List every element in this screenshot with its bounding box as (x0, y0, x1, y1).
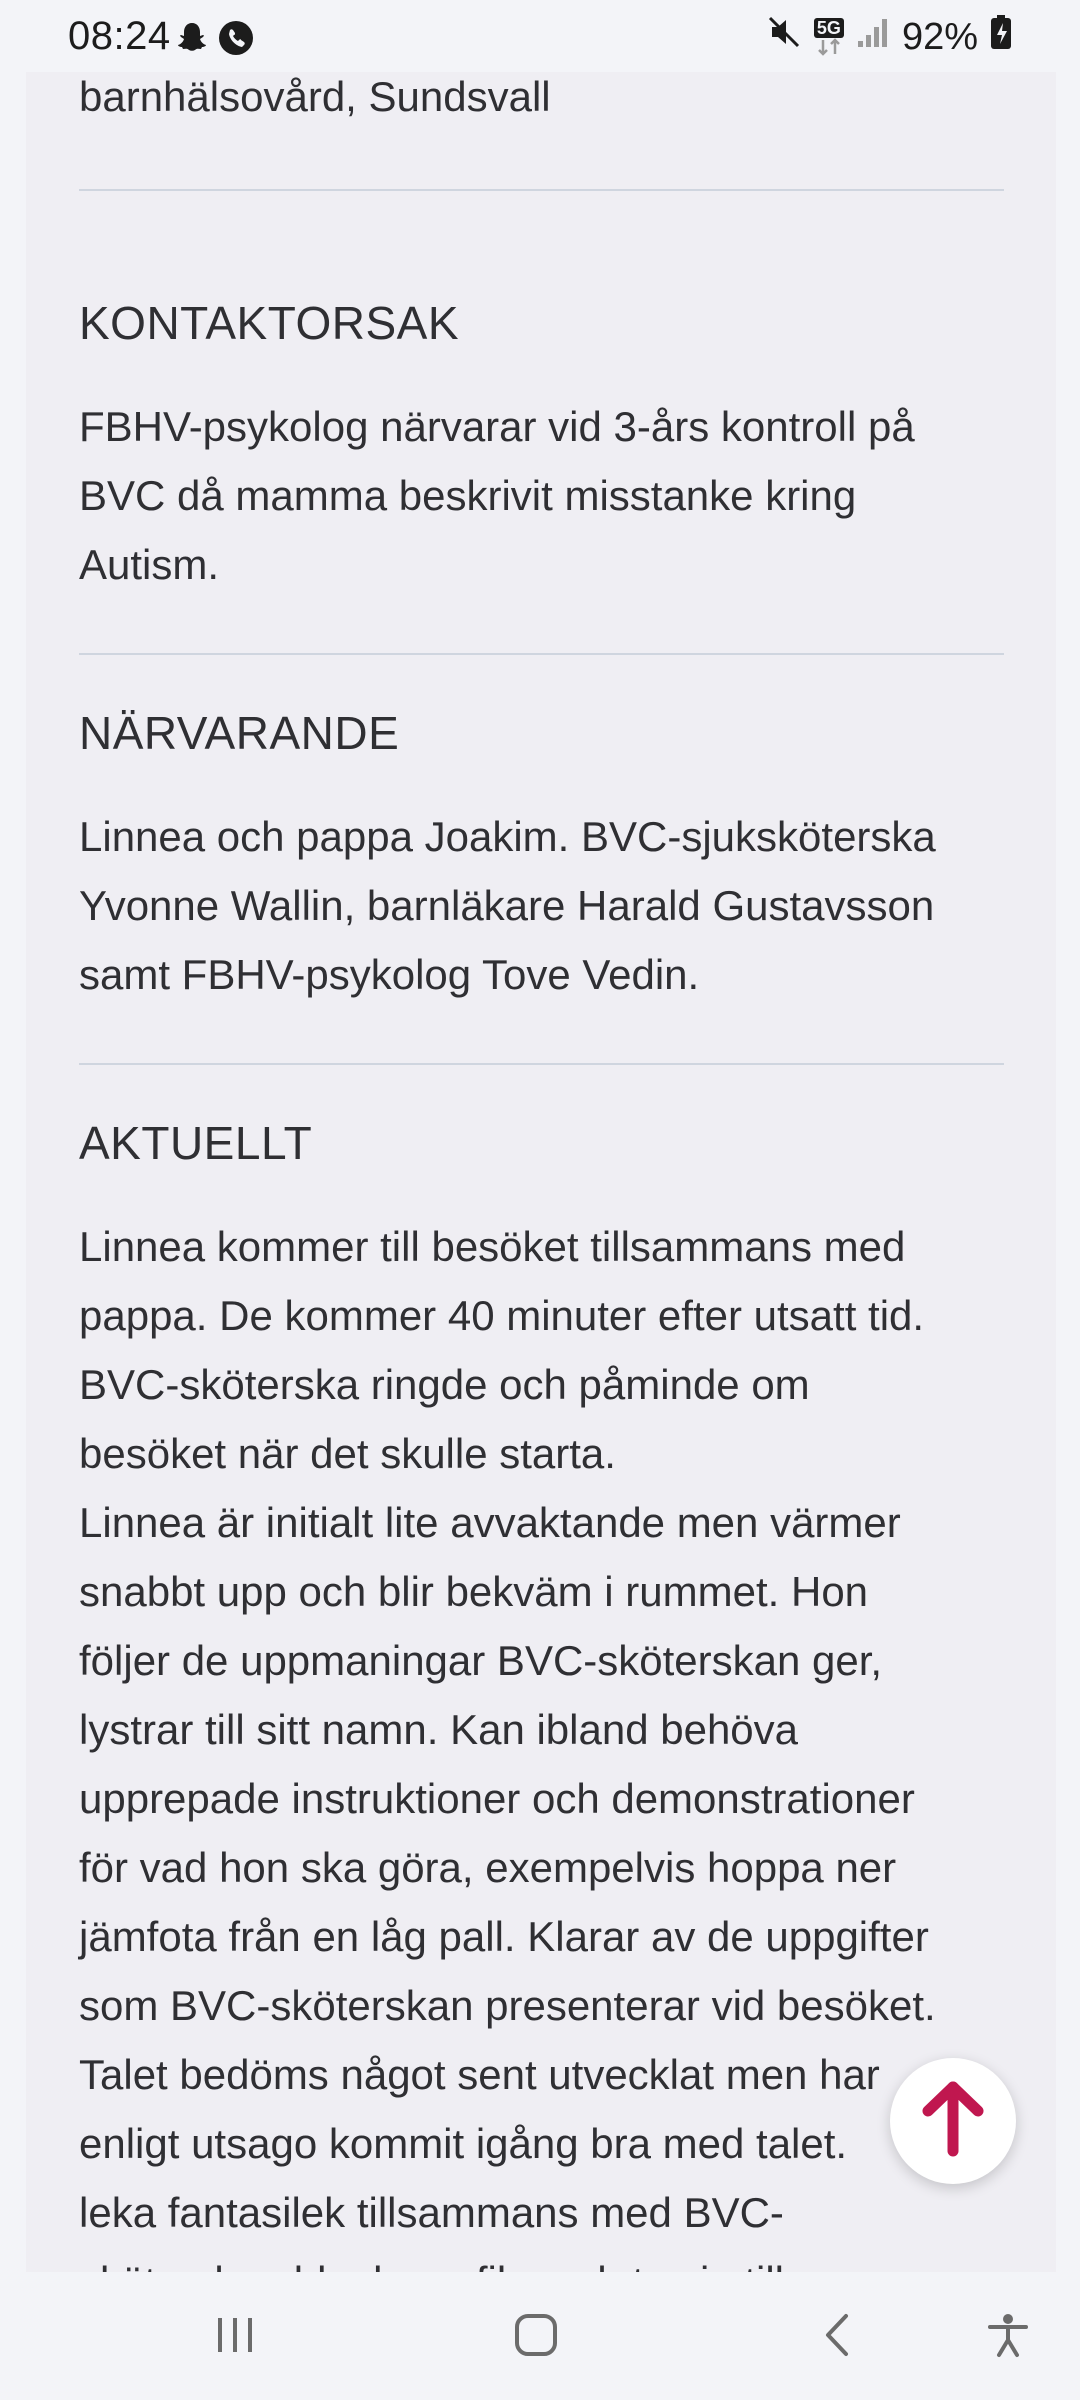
body-line: jämfota från en låg pall. Klarar av de uppgifter (79, 1913, 929, 1960)
body-line: för vad hon ska göra, exempelvis hoppa ner (79, 1844, 897, 1891)
5g-icon (814, 18, 844, 56)
body-line: Linnea är initialt lite avvaktande men värmer (79, 1499, 901, 1546)
network-type-label: 5G (814, 18, 844, 38)
divider (79, 1063, 1004, 1065)
status-left-icons (174, 20, 254, 61)
body-line: upprepade instruktioner och demonstrationer (79, 1775, 915, 1822)
body-line: som BVC-sköterskan presenterar vid besöket. (79, 1982, 936, 2029)
body-line: följer de uppmaningar BVC-sköterskan ger, (79, 1637, 883, 1684)
journal-content (26, 72, 1056, 2272)
back-icon (816, 2312, 862, 2363)
body-line: BVC då mamma beskrivit misstanke kring (79, 472, 857, 519)
body-line: lystrar till sitt namn. Kan ibland behöva (79, 1706, 799, 1753)
status-time: 08:24 (68, 14, 171, 58)
status-right (766, 14, 1012, 60)
recent-apps-icon (212, 2312, 258, 2363)
divider (79, 189, 1004, 191)
back-button[interactable] (804, 2302, 874, 2372)
snapchat-icon (174, 20, 210, 61)
body-line: enligt utsago kommit igång bra med talet. (79, 2120, 848, 2167)
body-line: samt FBHV-psykolog Tove Vedin. (79, 951, 700, 998)
section-heading-narvarande: NÄRVARANDE (79, 707, 400, 759)
body-line: BVC-sköterska ringde och påminde om (79, 1361, 810, 1408)
battery-level: 92% (901, 15, 978, 58)
home-icon (513, 2312, 559, 2363)
signal-icon (856, 15, 890, 59)
body-line: Linnea kommer till besöket tillsammans med (79, 1223, 906, 1270)
arrow-up-icon (920, 2081, 986, 2162)
top-text-fragment: barnhälsovård, Sundsvall (79, 73, 551, 120)
recent-apps-button[interactable] (200, 2302, 270, 2372)
body-line: Yvonne Wallin, barnläkare Harald Gustavsson (79, 882, 935, 929)
body-line: pappa. De kommer 40 minuter efter utsatt tid. (79, 1292, 925, 1339)
accessibility-button[interactable] (973, 2302, 1043, 2372)
body-line: FBHV-psykolog närvarar vid 3-års kontroll på (79, 403, 915, 450)
home-button[interactable] (501, 2302, 571, 2372)
body-line: besöket när det skulle starta. (79, 1430, 616, 1477)
divider (79, 653, 1004, 655)
body-line: leka fantasilek tillsammans med BVC- (79, 2189, 784, 2236)
battery-charging-icon (990, 14, 1012, 60)
phone-call-icon (218, 20, 254, 61)
section-heading-kontaktorsak: KONTAKTORSAK (79, 297, 460, 349)
body-line: snabbt upp och blir bekväm i rummet. Hon (79, 1568, 869, 1615)
body-line: Talet bedöms något sent utvecklat men har (79, 2051, 880, 2098)
mute-icon (766, 14, 802, 60)
section-body-narvarande (79, 802, 1009, 1009)
section-body-kontaktorsak (79, 392, 1009, 599)
body-line: Linnea och pappa Joakim. BVC-sjuksköterska (79, 813, 936, 860)
section-heading-aktuellt: AKTUELLT (79, 1117, 313, 1169)
scroll-to-top-button[interactable] (890, 2058, 1016, 2184)
accessibility-icon (985, 2312, 1031, 2363)
status-bar (0, 0, 1080, 72)
section-body-aktuellt (79, 1212, 1009, 2316)
body-line: Autism. (79, 541, 220, 588)
navigation-bar (0, 2272, 1080, 2400)
